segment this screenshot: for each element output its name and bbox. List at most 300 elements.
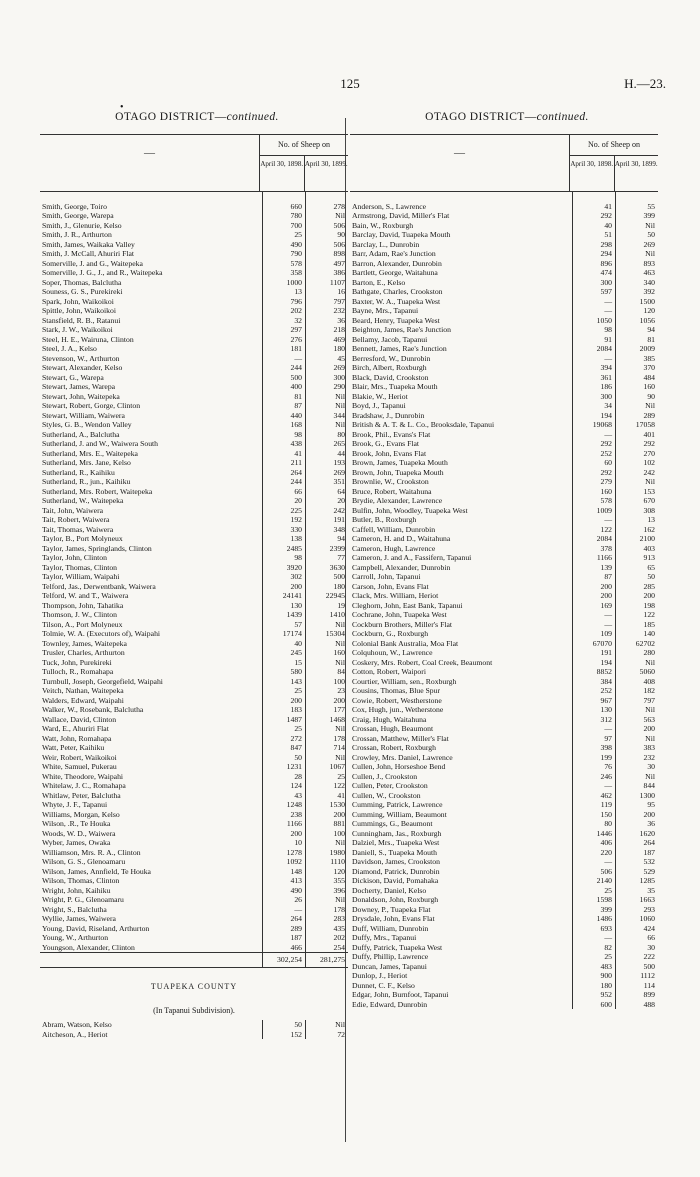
sheep-1899: 293 (615, 905, 658, 915)
owner-name: Styles, G. B., Wendon Valley (42, 420, 132, 429)
sheep-1898: 200 (572, 591, 615, 601)
owner-name: Wyllie, James, Waiwera (42, 914, 116, 923)
table-row (40, 724, 348, 734)
owner-name: Cox, Hugh, jun., Wetherstone (352, 705, 444, 714)
sheep-1898: 76 (572, 762, 615, 772)
table-row (40, 582, 348, 592)
owner-name: Smith, J. McCall, Ahuriri Flat (42, 249, 135, 258)
owner-name: Tolmie, W. A. (Executors of), Waipahi (42, 629, 161, 638)
table-row (350, 373, 658, 383)
sheep-1899: 222 (615, 952, 658, 962)
table-row (40, 297, 348, 307)
table-row (40, 506, 348, 516)
owner-name: Cockburn, G., Roxburgh (352, 629, 429, 638)
table-row (40, 496, 348, 506)
table-row (350, 667, 658, 677)
sheep-1899: Nil (615, 221, 658, 231)
sheep-1899: 348 (305, 525, 348, 535)
owner-name: Duffy, Patrick, Tuapeka West (352, 942, 443, 952)
sheep-1899: Nil (615, 705, 658, 715)
owner-name: Townley, James, Waitepeka (42, 638, 127, 648)
owner-name: Veitch, Nathan, Waitepeka (42, 686, 124, 695)
table-row (350, 933, 658, 943)
table-row (40, 525, 348, 535)
sheep-1899: 399 (615, 211, 658, 221)
owner-name: Donaldson, John, Roxburgh (352, 895, 439, 904)
table-row (40, 382, 348, 392)
sheep-1899: 45 (305, 354, 348, 364)
table-row (40, 591, 348, 601)
sheep-1898: 41 (572, 202, 615, 212)
title-italic: continued. (226, 111, 279, 123)
sheep-1898: 192 (262, 515, 305, 525)
table-row (350, 335, 658, 345)
table-row (350, 952, 658, 962)
sheep-1898: 1092 (262, 857, 305, 867)
sheep-1898: 780 (262, 211, 305, 221)
table-row (350, 838, 658, 848)
owner-name: Cummings, G., Beaumont (352, 819, 433, 828)
table-row (40, 515, 348, 525)
sheep-1899: 1530 (305, 800, 348, 810)
owner-name: Coskery, Mrs. Robert, Coal Creek, Beaumont (352, 657, 493, 667)
table-row (40, 373, 348, 383)
sheep-1899: 280 (615, 648, 658, 658)
sheep-1898: 97 (572, 734, 615, 744)
owner-name: Edie, Edward, Dunrobin (352, 999, 428, 1009)
owner-name: Cochrane, John, Tuapeka West (352, 610, 447, 619)
sheep-1898: 139 (572, 563, 615, 573)
sheep-1898: 34 (572, 401, 615, 411)
sheep-1898: 80 (572, 819, 615, 829)
sheep-1899: 193 (305, 458, 348, 468)
table-row (350, 696, 658, 706)
left-table-body (40, 192, 348, 952)
sheep-1899: 278 (305, 202, 348, 212)
sheep-1899: Nil (305, 639, 348, 649)
sheep-1899: 563 (615, 715, 658, 725)
table-row (40, 743, 348, 753)
sheep-1898: 25 (572, 952, 615, 962)
sheep-1899: 355 (305, 876, 348, 886)
sheep-1899: 506 (305, 221, 348, 231)
sheep-1899: 1056 (615, 316, 658, 326)
table-header (350, 134, 658, 192)
owner-name: Davidson, James, Crookston (352, 857, 440, 866)
owner-name: Colonial Bank Australia, Moa Flat (352, 638, 459, 648)
sheep-1898: — (572, 306, 615, 316)
table-row (40, 411, 348, 421)
owner-name: Butler, B., Roxburgh (352, 515, 417, 524)
owner-name: Blakie, W., Heriot (352, 391, 408, 401)
owner-name: Wilson, Thomas, Clinton (42, 876, 120, 885)
table-row (40, 677, 348, 687)
sheep-1899: 383 (615, 743, 658, 753)
sheep-1898: 225 (262, 506, 305, 516)
date-1899-header: April 30, 1899. (614, 156, 659, 191)
owner-name: Barclay, David, Tuapeka Mouth (352, 230, 451, 239)
sheep-1899: 283 (305, 914, 348, 924)
sheep-1899: 386 (305, 268, 348, 278)
sheep-1898: 150 (572, 810, 615, 820)
owner-name: Carroll, John, Tapanui (352, 572, 421, 581)
owner-name: Tait, Thomas, Waiwera (42, 524, 114, 534)
sheep-1899: 469 (305, 335, 348, 345)
sheep-1899: 90 (615, 392, 658, 402)
owner-name: Stevenson, W., Arthurton (42, 353, 120, 363)
sheep-1899: 5060 (615, 667, 658, 677)
sheep-1898: 1486 (572, 914, 615, 924)
sheep-1899: 160 (305, 648, 348, 658)
owner-name: Cullen, W., Crookston (352, 790, 421, 800)
table-row (40, 230, 348, 240)
table-row (350, 648, 658, 658)
sheep-1899: 500 (615, 962, 658, 972)
sheep-1899: 200 (615, 810, 658, 820)
table-row (350, 848, 658, 858)
sheep-1899: 899 (615, 990, 658, 1000)
sheep-1898: 490 (262, 240, 305, 250)
sheep-1898: 700 (262, 221, 305, 231)
table-row (350, 544, 658, 554)
table-row (40, 857, 348, 867)
owner-name: Duffy, Mrs., Tapanui (352, 933, 417, 942)
sheep-1899: 264 (615, 838, 658, 848)
sheep-1899: 114 (615, 981, 658, 991)
table-row (350, 620, 658, 630)
owner-name: Taylor, James, Springlands, Clinton (42, 543, 152, 553)
sheep-1898: 272 (262, 734, 305, 744)
owner-name: Diamond, Patrick, Dunrobin (352, 866, 440, 876)
sheep-1898: 580 (262, 667, 305, 677)
owner-name: Brown, James, Tuapeka Mouth (352, 458, 448, 467)
sheep-1898: 462 (572, 791, 615, 801)
table-row (350, 382, 658, 392)
sheep-1898: 130 (262, 601, 305, 611)
table-row (40, 249, 348, 259)
table-row (350, 534, 658, 544)
owner-name: Stark, J. W., Waikoikoi (42, 325, 113, 334)
owner-name: Brown, John, Tuapeka Mouth (352, 467, 444, 477)
sheep-1898: 109 (572, 629, 615, 639)
sheep-1898: — (572, 620, 615, 630)
owner-name: Cockburn Brothers, Miller's Flat (352, 619, 453, 629)
sheep-1899: 340 (615, 278, 658, 288)
table-row (40, 781, 348, 791)
owner-name: Tilson, A., Port Molyneux (42, 619, 123, 629)
sheep-1898: 896 (572, 259, 615, 269)
sheep-1898: 57 (262, 620, 305, 630)
total-1898: 302,254 (262, 953, 305, 967)
owner-name: Craig, Hugh, Waitahuna (352, 714, 427, 724)
name-column-header: — (350, 135, 570, 191)
table-row (350, 857, 658, 867)
table-row (40, 876, 348, 886)
sheep-1899: 3630 (305, 563, 348, 573)
sheep-count-header: No. of Sheep on (570, 135, 658, 156)
owner-name: Smith, George, Warepa (42, 211, 114, 220)
sheep-1899: 532 (615, 857, 658, 867)
table-row (350, 211, 658, 221)
sheep-1899: 2100 (615, 534, 658, 544)
sheep-1899: 202 (305, 933, 348, 943)
sheep-1898: 438 (262, 439, 305, 449)
owner-name: Wilson, James, Annfield, Te Houka (42, 866, 151, 876)
sheep-1899: 35 (615, 886, 658, 896)
owner-name: Watt, John, Romahapa (42, 733, 112, 743)
sheep-1899: 1663 (615, 895, 658, 905)
sheep-1899: 15304 (305, 629, 348, 639)
owner-name: Soper, Thomas, Balclutha (42, 277, 122, 287)
sheep-1899: 300 (305, 373, 348, 383)
sheep-1899: 30 (615, 762, 658, 772)
table-row (350, 572, 658, 582)
sheep-1899: 270 (615, 449, 658, 459)
sheep-1899: 1060 (615, 914, 658, 924)
owner-name: Smith, J., Glenurie, Kelso (42, 220, 122, 230)
table-row (40, 829, 348, 839)
table-row (40, 439, 348, 449)
sheep-1899: 385 (615, 354, 658, 364)
owner-name: Barron, Alexander, Dunrobin (352, 258, 442, 268)
table-row (40, 810, 348, 820)
sheep-1899: 497 (305, 259, 348, 269)
sheep-1899: 77 (305, 553, 348, 563)
subsection-subtitle: (In Tapanui Subdivision). (153, 1006, 235, 1015)
table-row (350, 914, 658, 924)
owner-name: Thomson, J. W., Clinton (42, 610, 117, 619)
sheep-1898: 292 (572, 439, 615, 449)
sheep-1899: 178 (305, 905, 348, 915)
sheep-1898: 378 (572, 544, 615, 554)
sheep-1899: 44 (305, 449, 348, 459)
table-row (40, 487, 348, 497)
table-row (350, 810, 658, 820)
sheep-1898: 169 (572, 601, 615, 611)
table-row (350, 449, 658, 459)
sheep-1898: 413 (262, 876, 305, 886)
sheep-1899: 881 (305, 819, 348, 829)
owner-name: Souness, G. S., Purekireki (42, 287, 123, 296)
owner-name: Smith, J. R., Arthurton (42, 230, 112, 239)
sheep-1899: 1500 (615, 297, 658, 307)
owner-name: Sutherland, W., Waitepeka (42, 496, 124, 505)
table-row (40, 914, 348, 924)
table-row (40, 620, 348, 630)
owner-name: Taylor, B., Port Molyneux (42, 534, 123, 543)
owner-name: Berresford, W., Dunrobin (352, 353, 431, 363)
sheep-1898: 67070 (572, 639, 615, 649)
table-row (350, 705, 658, 715)
sheep-1899: 102 (615, 458, 658, 468)
sheep-1898: 264 (262, 468, 305, 478)
sheep-1898: 506 (572, 867, 615, 877)
table-row (350, 268, 658, 278)
table-row (350, 886, 658, 896)
owner-name: Weir, Robert, Waikoikoi (42, 752, 117, 762)
table-row (40, 734, 348, 744)
sheep-1898: 51 (572, 230, 615, 240)
sheep-1899: 396 (305, 886, 348, 896)
owner-name: Thompson, John, Tahatika (42, 600, 124, 610)
owner-name: Crowley, Mrs. Daniel, Lawrence (352, 752, 453, 762)
sheep-1898: 15 (262, 658, 305, 668)
sheep-1898: — (572, 724, 615, 734)
owner-name: Stewart, Alexander, Kelso (42, 363, 123, 372)
owner-name: Stewart, G., Warepa (42, 372, 104, 382)
table-row (40, 686, 348, 696)
sheep-1899: 162 (615, 525, 658, 535)
table-row (40, 667, 348, 677)
sheep-1899: 50 (615, 230, 658, 240)
sheep-1899: 120 (615, 306, 658, 316)
owner-name: Watt, Peter, Kaihiku (42, 743, 105, 752)
table-row (40, 401, 348, 411)
sheep-1898: 26 (262, 895, 305, 905)
sheep-1898: 180 (572, 981, 615, 991)
owner-name: Barclay, L., Dunrobin (352, 239, 420, 249)
owner-name: Black, David, Crookston (352, 372, 429, 382)
sheep-1898: 202 (262, 306, 305, 316)
sheep-1898: 17174 (262, 629, 305, 639)
owner-name: Somerville, J. and G., Waitepeka (42, 258, 143, 268)
sheep-1898: 191 (572, 648, 615, 658)
subsection-table-body (40, 1020, 348, 1039)
owner-name: Cumming, Patrick, Lawrence (352, 800, 443, 809)
sheep-1899: 41 (305, 791, 348, 801)
sheep-1899: 50 (615, 572, 658, 582)
sheep-1899: 180 (305, 582, 348, 592)
left-column (40, 110, 348, 1039)
sheep-1898: 1487 (262, 715, 305, 725)
owner-name: Carson, John, Evans Flat (352, 581, 429, 591)
sheep-1898: 289 (262, 924, 305, 934)
owner-name: Beard, Henry, Tuapeka West (352, 315, 440, 325)
sheep-1898: 847 (262, 743, 305, 753)
sheep-1898: 600 (572, 1000, 615, 1010)
table-row (350, 496, 658, 506)
sheep-1898: 399 (572, 905, 615, 915)
sheep-1899: 55 (615, 202, 658, 212)
sheep-1899: Nil (305, 401, 348, 411)
owner-name: Wilson, G. S., Glenoamaru (42, 857, 126, 866)
sheep-1899: 714 (305, 743, 348, 753)
owner-name: Whyte, J. F., Tapanui (42, 800, 108, 809)
sheep-1898: 292 (572, 211, 615, 221)
sheep-1898: 1050 (572, 316, 615, 326)
sheep-1899: 218 (305, 325, 348, 335)
owner-name: White, Theodore, Waipahi (42, 771, 124, 781)
table-row (40, 1030, 348, 1040)
sheep-1899: 344 (305, 411, 348, 421)
table-row (350, 401, 658, 411)
table-row (40, 867, 348, 877)
sheep-1898: 98 (262, 430, 305, 440)
sheep-1899: 308 (615, 506, 658, 516)
sheep-1898: 98 (572, 325, 615, 335)
sheep-1898: 81 (262, 392, 305, 402)
owner-name: Abram, Watson, Kelso (42, 1020, 112, 1029)
sheep-1899: 16 (305, 287, 348, 297)
sheep-1898: 2084 (572, 344, 615, 354)
table-row (40, 601, 348, 611)
sheep-1899: Nil (615, 249, 658, 259)
table-row (350, 582, 658, 592)
sheep-1899: 529 (615, 867, 658, 877)
table-header (40, 134, 348, 192)
sheep-1899: 435 (305, 924, 348, 934)
sheep-1898: 19068 (572, 420, 615, 430)
table-row (40, 344, 348, 354)
owner-name: Wright, John, Kaihiku (42, 885, 111, 895)
sheep-1898: 200 (262, 696, 305, 706)
sheep-1898: 300 (572, 278, 615, 288)
table-row (350, 724, 658, 734)
sheep-1899: 200 (305, 810, 348, 820)
sheep-1898: — (572, 354, 615, 364)
table-row (350, 962, 658, 972)
table-row (350, 363, 658, 373)
table-row (40, 278, 348, 288)
sheep-1899: Nil (305, 392, 348, 402)
sheep-1899: 232 (305, 306, 348, 316)
owner-name: Whitlaw, Peter, Balclutha (42, 790, 121, 800)
sheep-1899: 844 (615, 781, 658, 791)
sheep-1899: 351 (305, 477, 348, 487)
sheep-1899: 64 (305, 487, 348, 497)
table-row (40, 563, 348, 573)
table-row (350, 677, 658, 687)
sheep-1899: 506 (305, 240, 348, 250)
table-row (350, 639, 658, 649)
owner-name: British & A. T. & L. Co., Brooksdale, Tapanui (352, 420, 495, 429)
sheep-1899: 1107 (305, 278, 348, 288)
sheep-count-header: No. of Sheep on (260, 135, 348, 156)
sheep-1898: 264 (262, 914, 305, 924)
sheep-1899: 153 (615, 487, 658, 497)
sheep-1898: 25 (262, 724, 305, 734)
owner-name: White, Samuel, Pukerau (42, 762, 117, 771)
date-1898-header: April 30, 1898. (260, 160, 304, 168)
table-row (350, 458, 658, 468)
page-number: 125 (340, 76, 360, 91)
sheep-1898: 3920 (262, 563, 305, 573)
sheep-1898: 252 (572, 686, 615, 696)
sheep-1898: 124 (262, 781, 305, 791)
table-row (40, 458, 348, 468)
table-row (40, 268, 348, 278)
sheep-1898: 28 (262, 772, 305, 782)
table-row (350, 715, 658, 725)
table-row (350, 525, 658, 535)
sheep-1898: 200 (262, 829, 305, 839)
table-row (350, 249, 658, 259)
table-row (40, 610, 348, 620)
sheep-1898: 1278 (262, 848, 305, 858)
owner-name: Telford, W. and T., Waiwera (42, 591, 129, 600)
sheep-1898: 246 (572, 772, 615, 782)
sheep-1898: 483 (572, 962, 615, 972)
sheep-1898: 1009 (572, 506, 615, 516)
sheep-1898: 398 (572, 743, 615, 753)
sheep-1898: 152 (262, 1030, 305, 1040)
sheep-1899: 893 (615, 259, 658, 269)
table-row (350, 591, 658, 601)
sheep-1899: 913 (615, 553, 658, 563)
table-row (40, 392, 348, 402)
owner-name: Somerville, J. G., J., and R., Waitepeka (42, 268, 163, 277)
table-row (40, 772, 348, 782)
